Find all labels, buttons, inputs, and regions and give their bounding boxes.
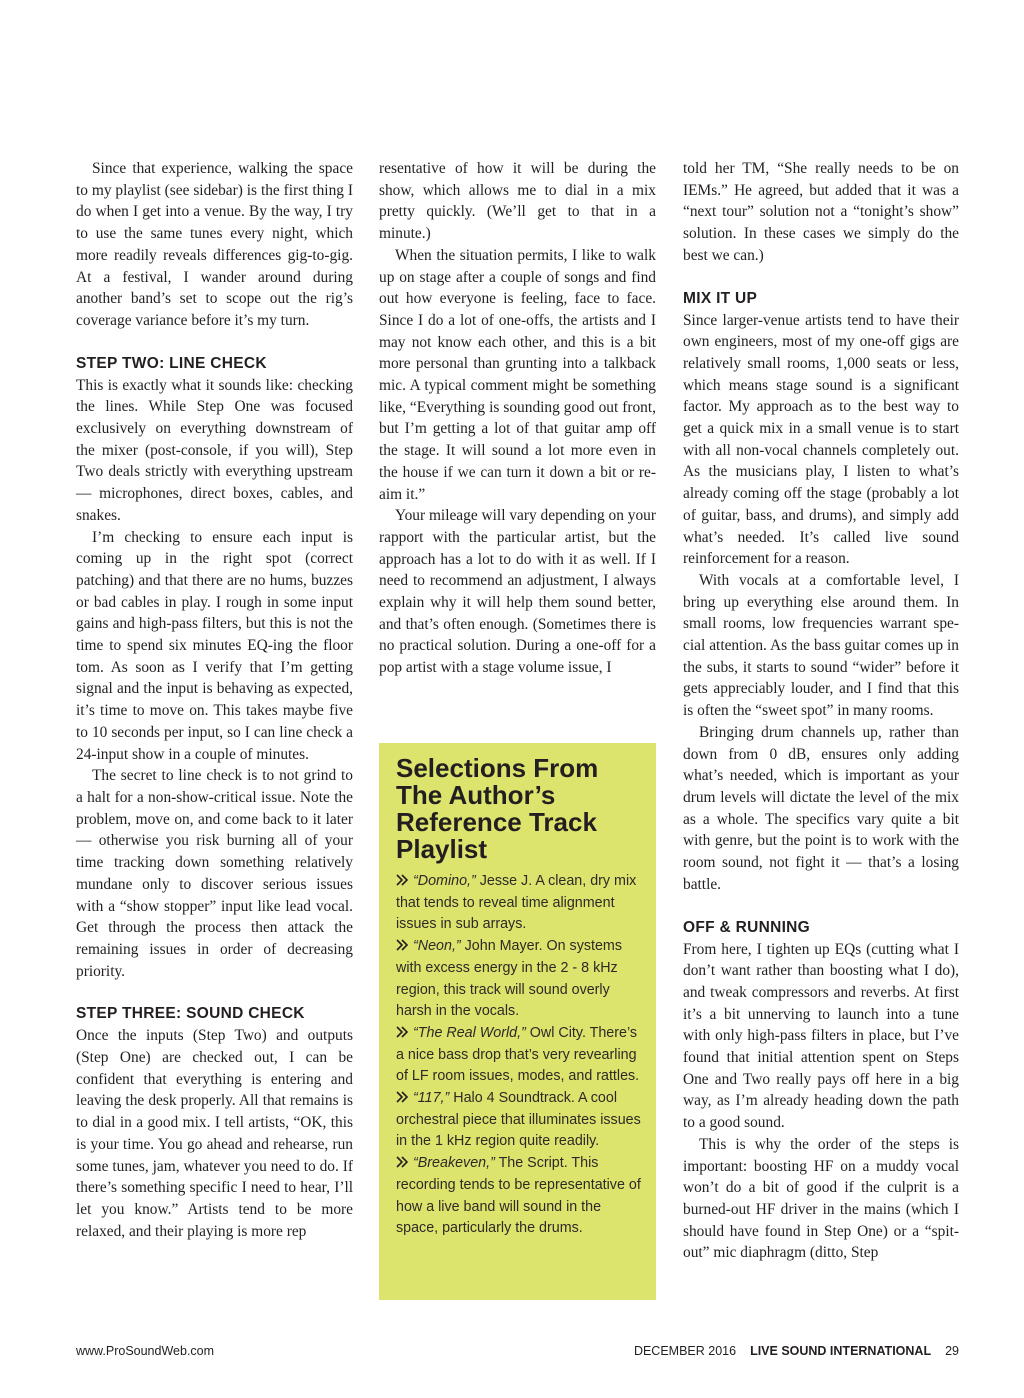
track-description: The Script. This recording tends to be representative of how a live band will sound in the space, particularly the drums.	[396, 1155, 641, 1237]
section-heading-off-running: OFF & RUNNING	[683, 918, 811, 936]
double-chevron-right-icon	[396, 1156, 410, 1168]
paragraph: With vocals at a comfortable level, I bring up everything else around them. In small rooms, low frequencies warrant special attention. As the bass guitar comes up in the subs, it starts to sound “wider” before it gets appreciably louder, and I find that this is often the “sweet spot” in many rooms.	[683, 571, 959, 720]
playlist-item	[396, 1088, 642, 1153]
sidebar-title: Selections From The Author’s Reference Track Playlist	[396, 753, 599, 864]
paragraph: From here, I tighten up EQs (cutting what I don’t want rather than boosting what I do), and tweak compressors and reverbs. At first it’s a bit unnerving to launch into a tune with only high-pass filters in place, but I’ve found that initial attention spent on Steps One and Two really pays off here in a big way, as I’m already heading down the path to a good sound.	[683, 940, 959, 1132]
section-heading-mix-it-up: MIX IT UP	[683, 289, 758, 307]
footer-magazine-name: LIVE SOUND INTERNATIONAL	[750, 1344, 932, 1358]
paragraph: told her TM, “She really needs to be on IEMs.” He agreed, but added that it was a “next tour” solution not a “tonight’s show” solution. In these cases we simply do the best we can.)	[683, 160, 959, 264]
article-column-1	[76, 158, 353, 1242]
footer-url-link[interactable]: www.ProSoundWeb.com	[76, 1344, 215, 1358]
article-column-2	[379, 158, 656, 679]
double-chevron-right-icon	[396, 1091, 410, 1103]
article-column-3	[683, 158, 959, 1264]
playlist-sidebar	[379, 743, 656, 1300]
track-description: Jesse J. A clean, dry mix that tends to reveal time alignment issues in sub arrays.	[396, 873, 637, 933]
track-description: Owl City. There’s a nice bass drop that’s very revearling of LF room issues, modes, and rattles.	[396, 1024, 640, 1085]
playlist-item	[396, 1153, 642, 1240]
paragraph: Bringing drum channels up, rather than down from 0 dB, ensures only adding what’s needed, which is important as your drum levels will dictate the level of the mix as a whole. The specifics vary quite a bit with genre, but the point is to work with the room sound, not fight it — that’s a losing battle.	[683, 723, 959, 893]
track-description: Halo 4 Soundtrack. A cool orchestral piece that illuminates issues in the 1 kHz region quite readily.	[396, 1090, 641, 1150]
track-description: John Mayer. On systems with excess energy in the 2 - 8 kHz region, this track will sound overly harsh in the vocals.	[396, 938, 622, 1020]
playlist-item	[396, 871, 642, 936]
section-heading-step-three: STEP THREE: SOUND CHECK	[76, 1005, 305, 1023]
double-chevron-right-icon	[396, 939, 410, 951]
footer-date: DECEMBER 2016	[633, 1344, 737, 1358]
section-heading-step-two: STEP TWO: LINE CHECK	[76, 354, 267, 372]
paragraph: Your mileage will vary depending on your rapport with the particular artist, but the approach has a lot to do with it as well. If I need to recommend an adjustment, I always explain why it will help them sound better, and that’s often enough. (Sometimes there is no practical solution. During a one-off for a pop artist with a stage volume issue, I	[379, 507, 656, 677]
paragraph: Once the inputs (Step Two) and outputs (Step One) are checked out, I can be confident that everything is entering and leaving the desk properly. All that remains is to dial in a good mix. I tell artists, “OK, this is your time. You go ahead and rehearse, run some tunes, jam, whatever you need to do. If there’s something specific I need to hear, I’ll let you know.” Artists tend to be more relaxed, and their playing is more rep	[76, 1027, 353, 1240]
double-chevron-right-icon	[396, 874, 410, 886]
track-title: “The Real World,”	[413, 1024, 526, 1041]
playlist-item	[396, 936, 642, 1023]
track-title: “Breakeven,”	[413, 1155, 495, 1172]
page-footer	[76, 1344, 959, 1362]
track-title: “Domino,”	[413, 873, 476, 889]
paragraph: This is why the order of the steps is important: boosting HF on a muddy vocal won’t do a bit of good if the culprit is a burned-out HF driver in the mains (which I should have found in Step One) or a “spit-out” mic diaphragm (ditto, Step	[683, 1135, 959, 1262]
footer-issue-info	[620, 1344, 959, 1358]
paragraph: Since larger-venue artists tend to have their own engineers, most of my one-off gigs are relatively small rooms, 1,000 seats or less, which means stage sound is a significant factor. My approach as to the best way to get a quick mix in a small venue is to start with all non-vocal channels completely out. As the musicians play, I listen to what’s already coming off the stage (probably a lot of guitar, bass, and drums), and simply add what’s needed. It’s called live sound reinforcement for a reason.	[683, 311, 959, 568]
playlist-list	[396, 871, 642, 1240]
paragraph: The secret to line check is to not grind to a halt for a non-show-critical issue. Note the problem, move on, and come back to it later — otherwise you risk burning all of your time tracking down something relatively mundane only to discover serious issues with a “show stopper” input like lead vocal. Get through the process then attack the remaining issues in order of decreasing priority.	[76, 767, 353, 980]
paragraph: Since that experience, walking the space to my playlist (see sidebar) is the first thing I do when I get into a venue. By the way, I try to use the same tunes every night, which more readily reveals differences gig-to-gig. At a festival, I wander around during another band’s set to scope out the rig’s coverage variance before it’s my turn.	[76, 160, 353, 329]
paragraph: I’m checking to ensure each input is coming up in the right spot (correct patching) and that there are no hums, buzzes or bad cables in play. I rough in some input gains and high-pass filters, but this is not the time to spend six minutes EQ-ing the floor tom. As soon as I verify that I’m getting signal and the input is behaving as expected, it’s time to move on. This takes maybe five to 10 seconds per input, so I can line check a 24-input show in a couple of minutes.	[76, 528, 353, 763]
paragraph: This is exactly what it sounds like: checking the lines. While Step One was focused exclusively on everything downstream of the mixer (post-console, if you will), Step Two deals strictly with everything upstream — microphones, direct boxes, cables, and snakes.	[76, 376, 353, 524]
double-chevron-right-icon	[396, 1026, 410, 1038]
paragraph: When the situation permits, I like to walk up on stage after a couple of songs and find out how everyone is feeling, face to face. Since I do a lot of one-offs, the artists and I may not know each other, and this is a bit more personal than grunting into a talkback mic. A typical comment might be something like, “Everything is sounding good out front, but I’m getting a lot of that guitar amp off the stage. It will sound a lot more even in the house if we can turn it down a bit or re-aim it.”	[379, 246, 656, 503]
page-number: 29	[945, 1344, 959, 1358]
paragraph: resentative of how it will be during the show, which allows me to dial in a mix pretty quickly. (We’ll get to that in a minute.)	[379, 160, 656, 243]
playlist-item	[396, 1023, 642, 1088]
track-title: “117,”	[413, 1090, 450, 1107]
track-title: “Neon,”	[413, 938, 461, 955]
